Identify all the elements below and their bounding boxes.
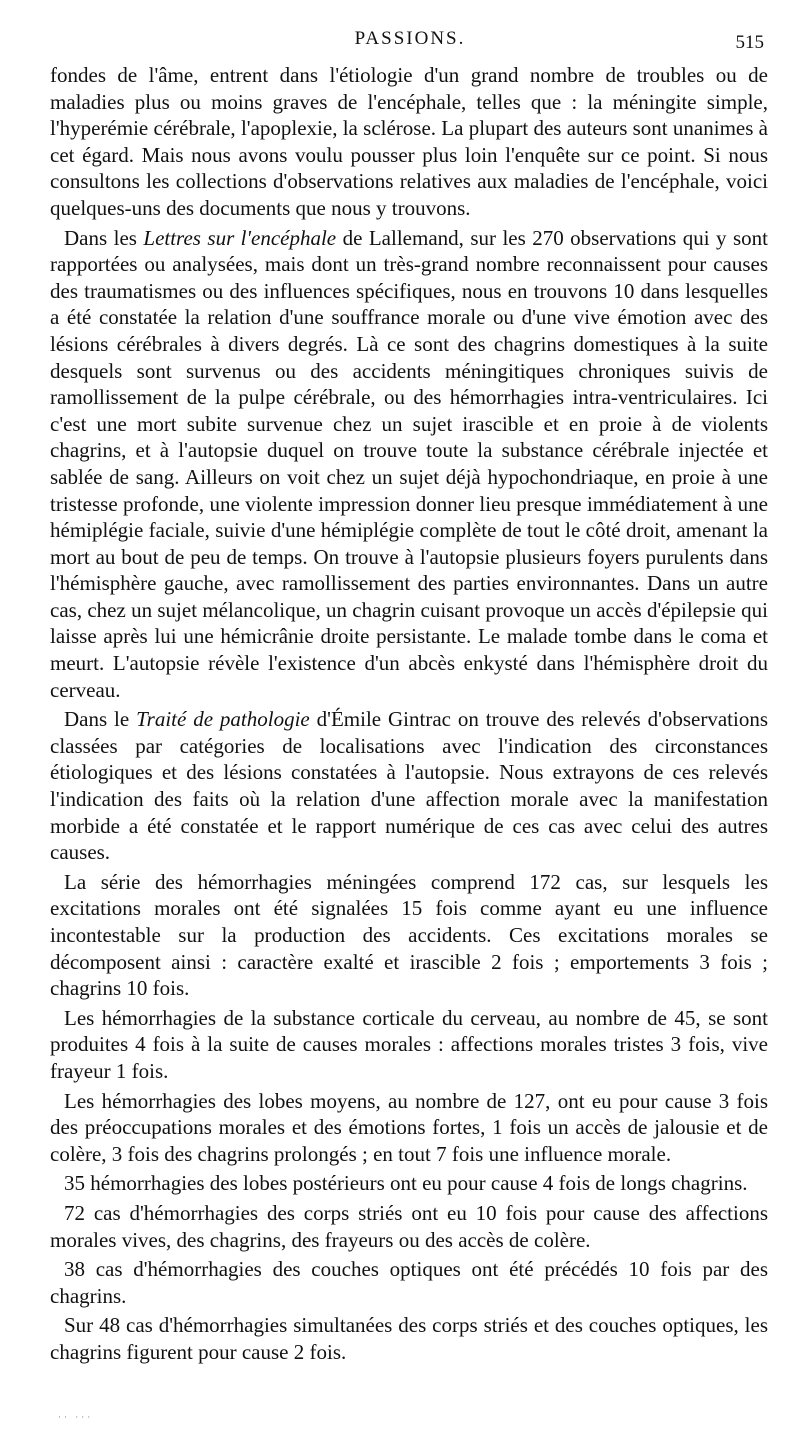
paragraph-lallemand	[50, 225, 768, 704]
paragraph-body: de Lallemand, sur les 270 observations qui y sont rapportées ou analysées, mais dont un très-grand nombre reconnaissent pour causes des traumatismes ou des influences spécifiques, nous en trouvons 10 dans lesquelles a été constatée la relation d'une souffrance morale ou d'une vive émotion avec des lésions cérébrales à divers degrés. Là ce sont des chagrins domestiques à la suite desquels sont survenus ou des accidents méningitiques chroniques suivis de ramollissement de la pulpe cérébrale, ou des hémorrhagies intra-ventriculaires. Ici c'est une mort subite survenue chez un sujet irascible et en proie à de violents chagrins, et à l'autopsie duquel on trouve toute la substance cérébrale injectée et sablée de sang. Ailleurs on voit chez un sujet déjà hypochondriaque, en proie à une tristesse profonde, une violente impression donner lieu presque immédiatement à une hémiplégie faciale, suivie d'une hémiplégie complète de tout le côté droit, amenant la mort au bout de peu de temps. On trouve à l'autopsie plusieurs foyers purulents dans l'hémisphère gauche, avec ramollissement des parties environnantes. Dans un autre cas, chez un sujet mélancolique, un chagrin cuisant provoque un accès d'épilepsie qui laisse après lui une hémicrânie droite persistante. Le malade tombe dans le coma et meurt. L'autopsie révèle l'existence d'un abcès enkysté dans l'hémisphère droit du cerveau.	[50, 225, 769, 702]
paragraph-gintrac	[50, 706, 768, 866]
page-number: 515	[735, 32, 764, 53]
paragraph-lead: Dans le	[64, 707, 137, 732]
body-text	[50, 62, 768, 1366]
paragraph-corps-stries: 72 cas d'hémorrhagies des corps striés ont eu 10 fois pour cause des affections morales vives, des chagrins, des frayeurs ou des accès de colère.	[50, 1200, 768, 1252]
paragraph-meningees: La série des hémorrhagies méningées comprend 172 cas, sur lesquels les excitations morales ont été signalées 15 fois comme ayant eu une influence incontestable sur la production des accidents. Ces excitations morales se décomposent ainsi : caractère exalté et irascible 2 fois ; emportements 3 fois ; chagrins 10 fois.	[50, 869, 768, 1001]
paragraph-couches-optiques: 38 cas d'hémorrhagies des couches optiques ont été précédés 10 fois par des chagrins.	[50, 1257, 768, 1308]
paragraph-lobes-posterieurs: 35 hémorrhagies des lobes postérieurs ont eu pour cause 4 fois de longs chagrins.	[64, 1171, 748, 1196]
paragraph-body: d'Émile Gintrac on trouve des relevés d'observations classées par catégories de localisations avec l'indication des circonstances étiologiques et des lésions constatées à l'autopsie. Nous extrayons de ces relevés l'indication des faits où la relation d'une affection morale avec la manifestation morbide a été constatée et le rapport numérique de ces cas avec celui des autres causes.	[50, 707, 769, 865]
book-title-lettres: Lettres sur l'encéphale	[143, 225, 337, 250]
paragraph-lead: Dans les	[64, 225, 144, 250]
book-title-traite: Traité de pathologie	[136, 707, 310, 732]
paragraph-simultanees: Sur 48 cas d'hémorrhagies simultanées des corps striés et des couches optiques, les chagrins figurent pour cause 2 fois.	[50, 1313, 768, 1364]
paragraph-corticale: Les hémorrhagies de la substance corticale du cerveau, au nombre de 45, se sont produites 4 fois à la suite de causes morales : affections morales tristes 3 fois, vive frayeur 1 fois.	[50, 1005, 768, 1083]
paragraph-lobes-moyens: Les hémorrhagies des lobes moyens, au nombre de 127, ont eu pour cause 3 fois des préoccupations morales et des émotions fortes, 1 fois un accès de jalousie et de colère, 3 fois des chagrins prolongés ; en tout 7 fois une influence morale.	[50, 1088, 768, 1166]
print-artifact: ·· ···	[58, 1412, 94, 1422]
running-head: PASSIONS.	[354, 28, 466, 49]
paragraph-continuation: fondes de l'âme, entrent dans l'étiologie d'un grand nombre de troubles ou de maladies plus ou moins graves de l'encéphale, telles que : la méningite simple, l'hyperémie cérébrale, l'apoplexie, la sclérose. La plupart des auteurs sont unanimes à cet égard. Mais nous avons voulu pousser plus loin l'enquête sur ce point. Si nous consultons les collections d'observations relatives aux maladies de l'encéphale, voici quelques-uns des documents que nous y trouvons.	[50, 63, 768, 220]
page-header	[56, 28, 764, 54]
